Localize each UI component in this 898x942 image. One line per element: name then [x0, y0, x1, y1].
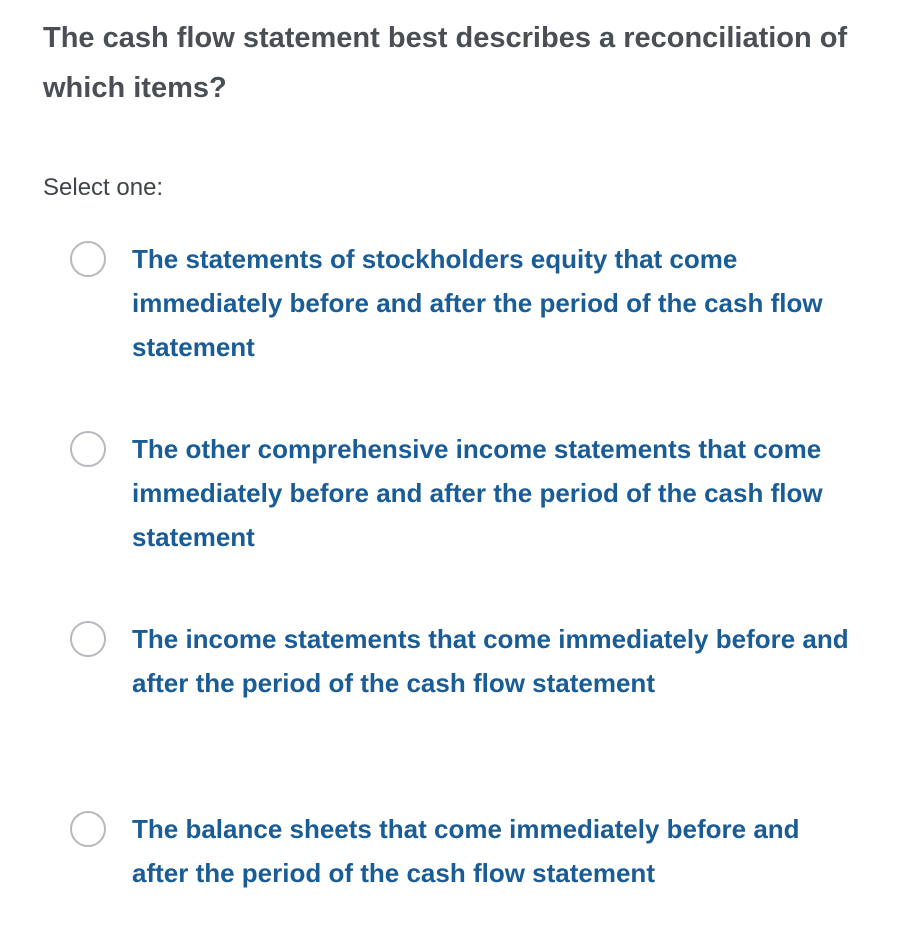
answer-option-label[interactable]: The income statements that come immediately before and after the period of the cash flow statement [132, 624, 849, 698]
select-one-prompt: Select one: [43, 174, 164, 201]
question-text: The cash flow statement best describes a reconciliation of which items? [43, 22, 848, 104]
radio-button-icon[interactable] [70, 811, 106, 847]
answer-option-label[interactable]: The balance sheets that come immediately before and after the period of the cash flow statement [132, 814, 800, 888]
answer-option-label[interactable]: The other comprehensive income statements that come immediately before and after the period of the cash flow statement [132, 434, 823, 552]
radio-button-icon[interactable] [70, 621, 106, 657]
radio-button-icon[interactable] [70, 431, 106, 467]
answer-option-label[interactable]: The statements of stockholders equity that come immediately before and after the period of the cash flow statement [132, 244, 823, 362]
radio-button-icon[interactable] [70, 241, 106, 277]
